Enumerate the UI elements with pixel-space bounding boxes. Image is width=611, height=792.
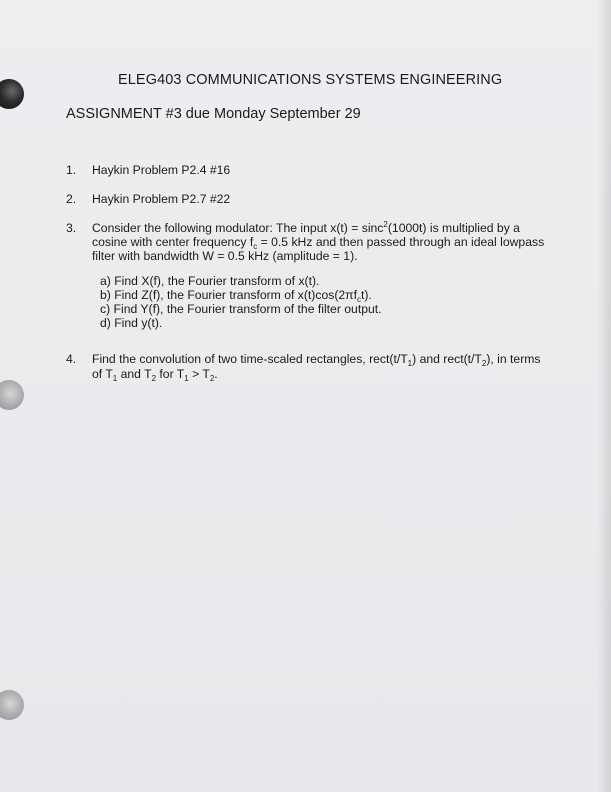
page-edge-shadow	[597, 0, 611, 792]
problem-3-line-2: cosine with center frequency $f_c = 0.5$ kHz and then passed through an ideal lowpass	[92, 235, 545, 251]
assignment-heading: ASSIGNMENT #3 due Monday September 29	[66, 106, 361, 122]
problem-3-part-b: b) Find Z(f), the Fourier transform of $x(t)\cos(2\pi f_ct)$.	[100, 288, 372, 304]
problem-4-line-1: Find the convolution of two time-scaled rectangles, $rect(t/T_1)$ and $rect(t/T_2)$, in terms	[92, 352, 541, 368]
problem-4-number: 4.	[66, 352, 77, 366]
document-title: ELEG403 COMMUNICATIONS SYSTEMS ENGINEERING	[118, 72, 503, 88]
problem-2-text: Haykin Problem P2.7 #22	[92, 192, 231, 206]
problem-3-number: 3.	[66, 221, 77, 235]
problem-1-number: 1.	[66, 163, 77, 177]
problem-3-part-a: a) Find X(f), the Fourier transform of x(t).	[100, 274, 320, 288]
problem-2-number: 2.	[66, 192, 77, 206]
problem-3-part-d: d) Find y(t).	[100, 316, 163, 330]
problem-3-line-3: filter with bandwidth W = 0.5 kHz (amplitude = 1).	[92, 249, 358, 263]
problem-4-line-2: of $T_1$ and $T_2$ for $T_1 > T_2$.	[92, 367, 218, 383]
problem-3-part-c: c) Find Y(f), the Fourier transform of the filter output.	[100, 302, 382, 316]
problem-3-line-1: Consider the following modulator: The input x(t) = sinc$^2$(1000t) is multiplied by a	[92, 220, 520, 235]
problem-1-text: Haykin Problem P2.4 #16	[92, 163, 231, 177]
